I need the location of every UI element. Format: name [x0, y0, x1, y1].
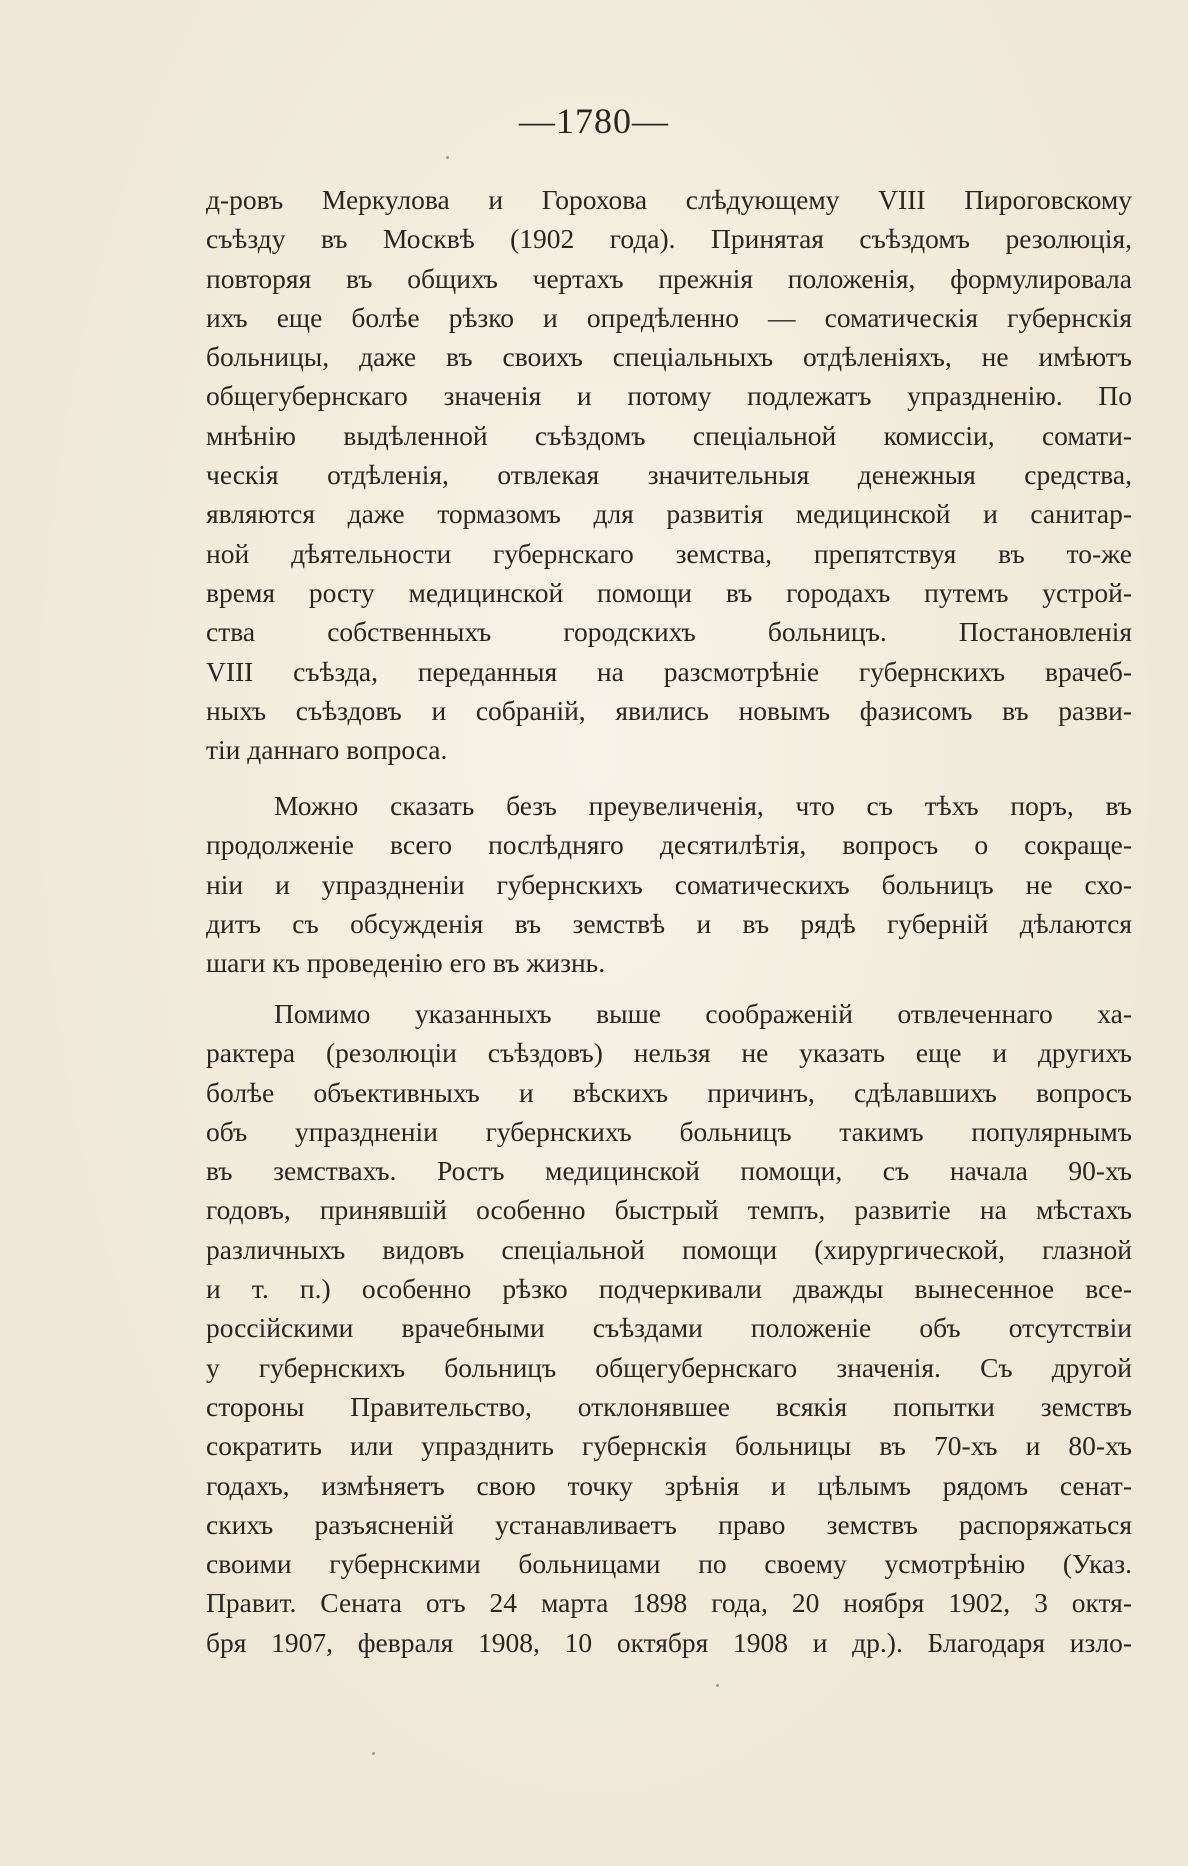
paper-speck: [446, 156, 449, 159]
text-line: шаги къ проведенію его въ жизнь.: [206, 947, 606, 979]
text-line: и т. п.) особенно рѣзко подчеркивали дважды вынесенное все-: [206, 1273, 1132, 1305]
text-line: съѣзду въ Москвѣ (1902 года). Принятая съѣздомъ резолюція,: [206, 223, 1132, 255]
text-line: годовъ, принявшій особенно быстрый темпъ, развитіе на мѣстахъ: [206, 1194, 1132, 1226]
text-line: VIII съѣзда, переданныя на разсмотрѣніе губернскихъ врачеб-: [206, 655, 1132, 687]
text-line: годахъ, измѣняетъ свою точку зрѣнія и цѣлымъ рядомъ сенат-: [206, 1469, 1132, 1501]
text-line: въ земствахъ. Ростъ медицинской помощи, съ начала 90-хъ: [206, 1155, 1132, 1187]
text-line: продолженіе всего послѣдняго десятилѣтія, вопросъ о сокраще-: [206, 829, 1132, 861]
text-line: скихъ разъясненій устанавливаетъ право земствъ распоряжаться: [206, 1508, 1132, 1540]
text-line: россійскими врачебными съѣздами положеніе объ отсутствіи: [206, 1312, 1132, 1344]
text-line: больницы, даже въ своихъ спеціальныхъ отдѣленіяхъ, не имѣютъ: [206, 341, 1132, 373]
text-line: болѣе объективныхъ и вѣскихъ причинъ, сдѣлавшихъ вопросъ: [206, 1076, 1132, 1108]
paragraph-2: [206, 786, 1132, 982]
paper-speck: [716, 1684, 719, 1687]
text-line: повторяя въ общихъ чертахъ прежнія положенія, формулировала: [206, 262, 1132, 294]
text-line: время росту медицинской помощи въ городахъ путемъ устрой-: [206, 576, 1132, 608]
text-line: объ упраздненіи губернскихъ больницъ такимъ популярнымъ: [206, 1115, 1132, 1147]
paper-speck: [372, 1752, 375, 1755]
text-line: ческія отдѣленія, отвлекая значительныя денежныя средства,: [206, 459, 1132, 491]
page-number: —1780—: [519, 101, 669, 141]
text-line: Помимо указанныхъ выше соображеній отвлеченнаго ха-: [274, 998, 1132, 1029]
text-line: ныхъ съѣздовъ и собраній, явились новымъ фазисомъ въ разви-: [206, 694, 1132, 726]
text-line: ихъ еще болѣе рѣзко и опредѣленно — соматическія губернскія: [206, 301, 1132, 333]
text-line: д-ровъ Меркулова и Горохова слѣдующему VIII Пироговскому: [206, 184, 1132, 215]
text-line: своими губернскими больницами по своему усмотрѣнію (Указ.: [206, 1548, 1132, 1580]
text-line: мнѣнію выдѣленной съѣздомъ спеціальной комиссіи, сомати-: [206, 419, 1132, 451]
paragraph-3: [206, 994, 1132, 1662]
text-line: рактера (резолюціи съѣздовъ) нельзя не указать еще и другихъ: [206, 1037, 1132, 1069]
text-line: являются даже тормазомъ для развитія медицинской и санитар-: [206, 498, 1132, 530]
text-line: тіи даннаго вопроса.: [206, 734, 448, 766]
text-line: у губернскихъ больницъ общегубернскаго значенія. Съ другой: [206, 1351, 1132, 1383]
text-line: ніи и упраздненіи губернскихъ соматическихъ больницъ не схо-: [206, 868, 1132, 900]
text-line: ной дѣятельности губернскаго земства, препятствуя въ то-же: [206, 537, 1132, 569]
text-line: сократить или упразднить губернскія больницы въ 70-хъ и 80-хъ: [206, 1430, 1132, 1462]
paragraph-1: [206, 180, 1132, 769]
text-line: Можно сказать безъ преувеличенія, что съ тѣхъ поръ, въ: [274, 790, 1132, 821]
text-line: общегубернскаго значенія и потому подлежатъ упраздненію. По: [206, 380, 1132, 412]
text-line: Правит. Сената отъ 24 марта 1898 года, 20 ноября 1902, 3 октя-: [206, 1587, 1132, 1619]
text-line: различныхъ видовъ спеціальной помощи (хирургической, глазной: [206, 1233, 1132, 1265]
text-line: бря 1907, февраля 1908, 10 октября 1908 и др.). Благодаря изло-: [206, 1626, 1132, 1658]
text-line: ства собственныхъ городскихъ больницъ. Постановленія: [206, 616, 1132, 648]
text-line: стороны Правительство, отклонявшее всякія попытки земствъ: [206, 1390, 1132, 1422]
text-line: дитъ съ обсужденія въ земствѣ и въ рядѣ губерній дѣлаются: [206, 907, 1132, 939]
